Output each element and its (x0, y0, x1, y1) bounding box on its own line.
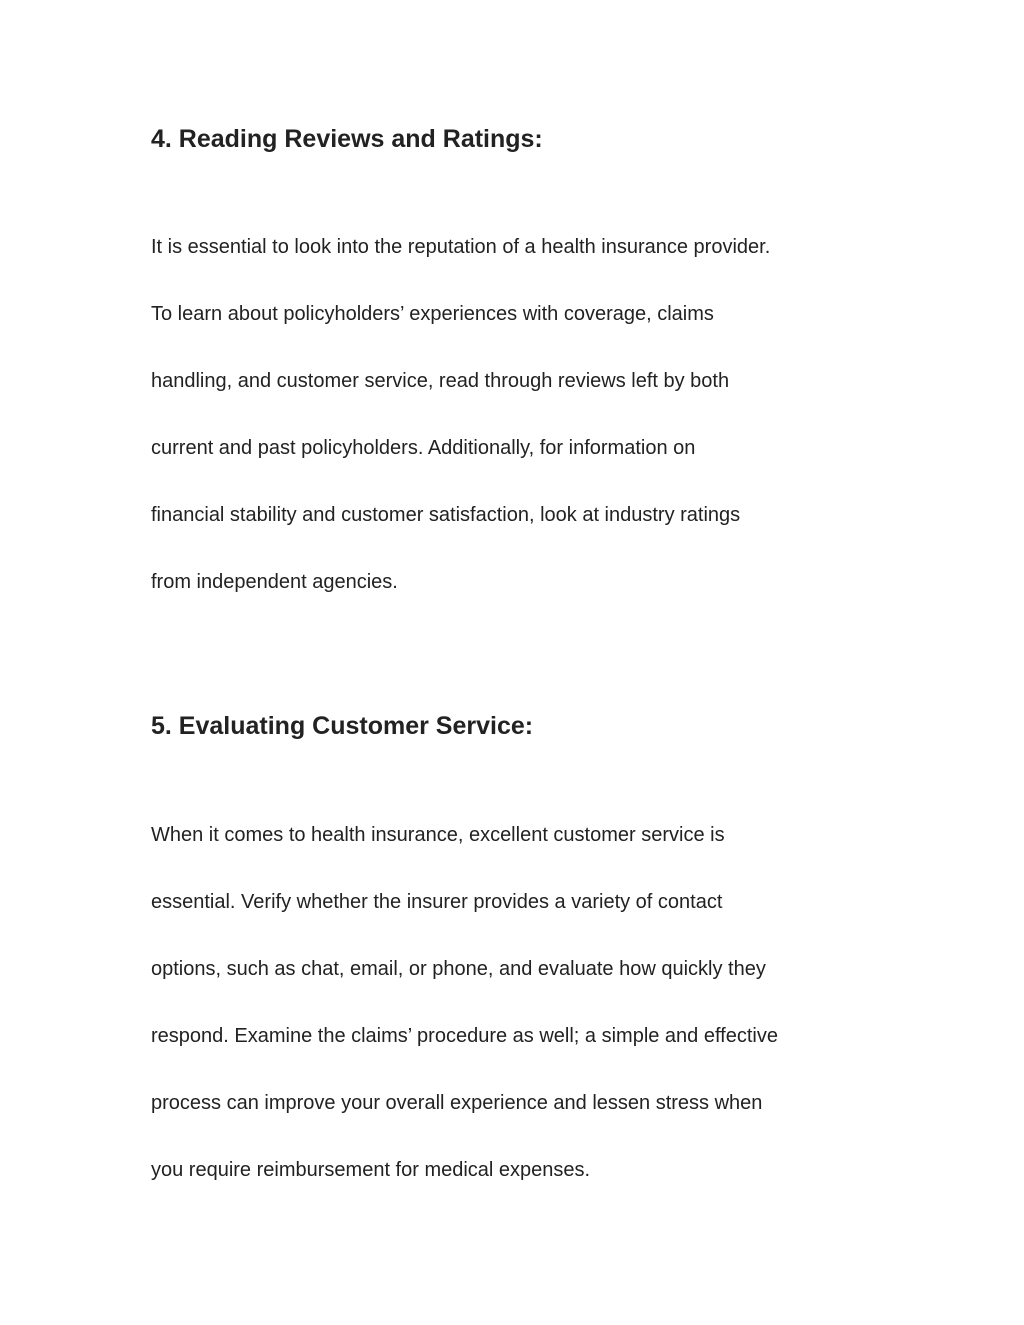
section-heading-reading-reviews: 4. Reading Reviews and Ratings: (151, 125, 543, 153)
paragraph-line: process can improve your overall experience and lessen stress when (151, 1092, 763, 1114)
paragraph-line: To learn about policyholders’ experiences with coverage, claims (151, 303, 714, 325)
paragraph-reading-reviews (151, 214, 770, 616)
paragraph-line: options, such as chat, email, or phone, and evaluate how quickly they (151, 958, 766, 980)
paragraph-line: essential. Verify whether the insurer provides a variety of contact (151, 891, 723, 913)
section-heading-customer-service: 5. Evaluating Customer Service: (151, 712, 534, 740)
paragraph-line: respond. Examine the claims’ procedure as well; a simple and effective (151, 1025, 778, 1047)
paragraph-line: When it comes to health insurance, excellent customer service is (151, 824, 725, 846)
paragraph-customer-service (151, 802, 778, 1204)
paragraph-line: handling, and customer service, read through reviews left by both (151, 370, 730, 392)
paragraph-line: financial stability and customer satisfaction, look at industry ratings (151, 504, 741, 526)
paragraph-line: current and past policyholders. Additionally, for information on (151, 437, 696, 459)
paragraph-line: It is essential to look into the reputation of a health insurance provider. (151, 236, 771, 258)
paragraph-line: you require reimbursement for medical expenses. (151, 1159, 591, 1181)
paragraph-line: from independent agencies. (151, 571, 398, 593)
